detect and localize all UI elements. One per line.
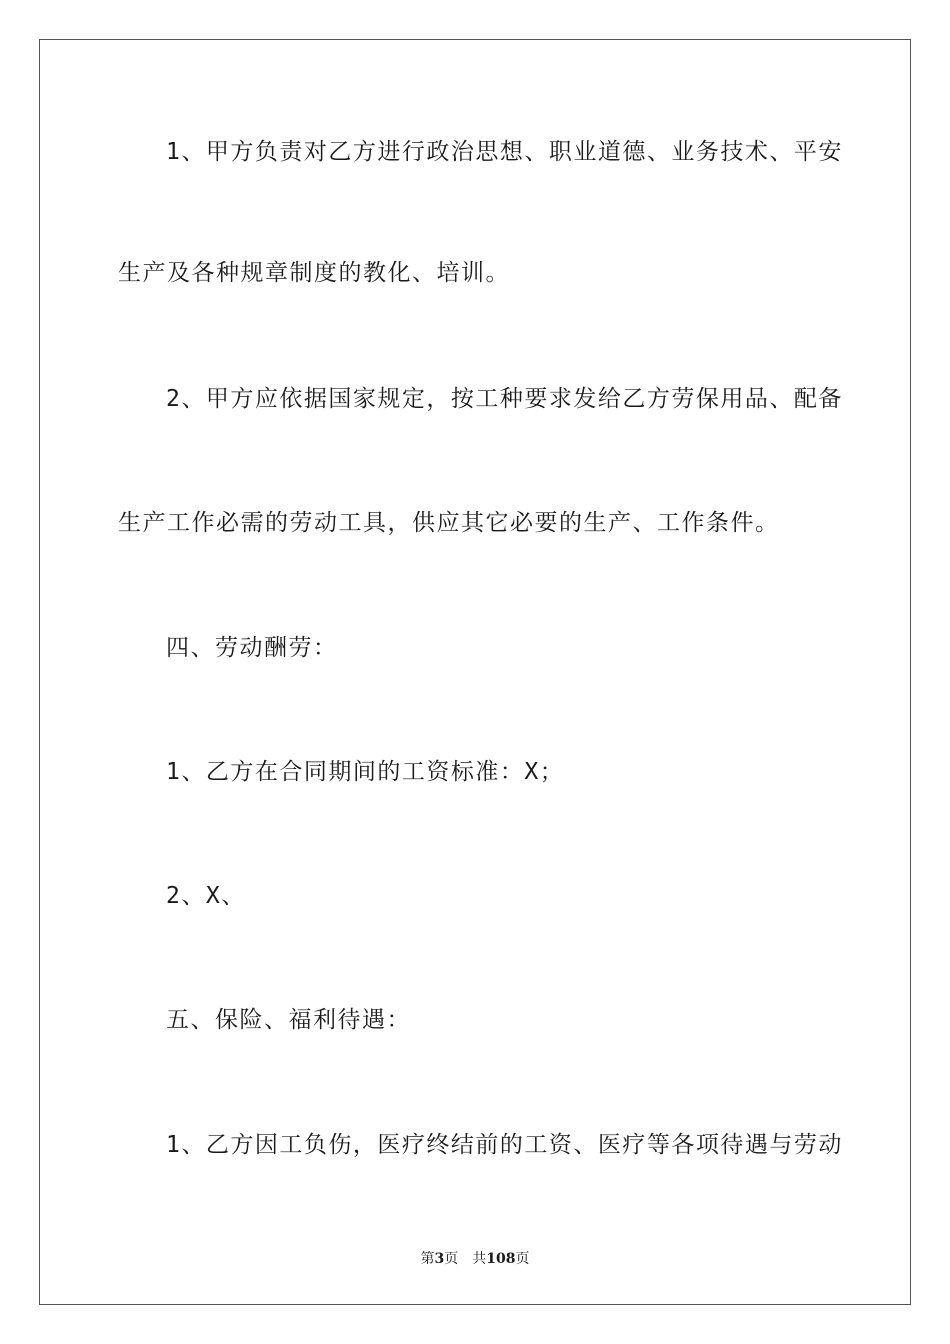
- paragraph-line: 1、乙方在合同期间的工资标准：X；: [166, 759, 565, 785]
- page-suffix: 页: [444, 1251, 459, 1267]
- page-number: 3: [434, 1251, 445, 1267]
- paragraph-line: 生产及各种规章制度的教化、培训。: [118, 260, 510, 286]
- page-border: [39, 39, 911, 1305]
- paragraph-line: 生产工作必需的劳动工具，供应其它必要的生产、工作条件。: [118, 510, 780, 536]
- section-heading: 四、劳动酬劳：: [166, 635, 338, 661]
- section-heading: 五、保险、福利待遇：: [166, 1007, 411, 1033]
- paragraph-line: 2、甲方应依据国家规定，按工种要求发给乙方劳保用品、配备: [166, 386, 843, 412]
- total-pages: 108: [486, 1251, 516, 1267]
- paragraph-line: 1、甲方负责对乙方进行政治思想、职业道德、业务技术、平安: [166, 139, 843, 165]
- page-prefix: 第: [420, 1251, 435, 1267]
- paragraph-line: 2、X、: [166, 883, 246, 909]
- total-prefix: 共: [472, 1251, 487, 1267]
- paragraph-line: 1、乙方因工负伤，医疗终结前的工资、医疗等各项待遇与劳动: [166, 1132, 843, 1158]
- page-footer: [0, 1248, 950, 1268]
- total-suffix: 页: [515, 1251, 530, 1267]
